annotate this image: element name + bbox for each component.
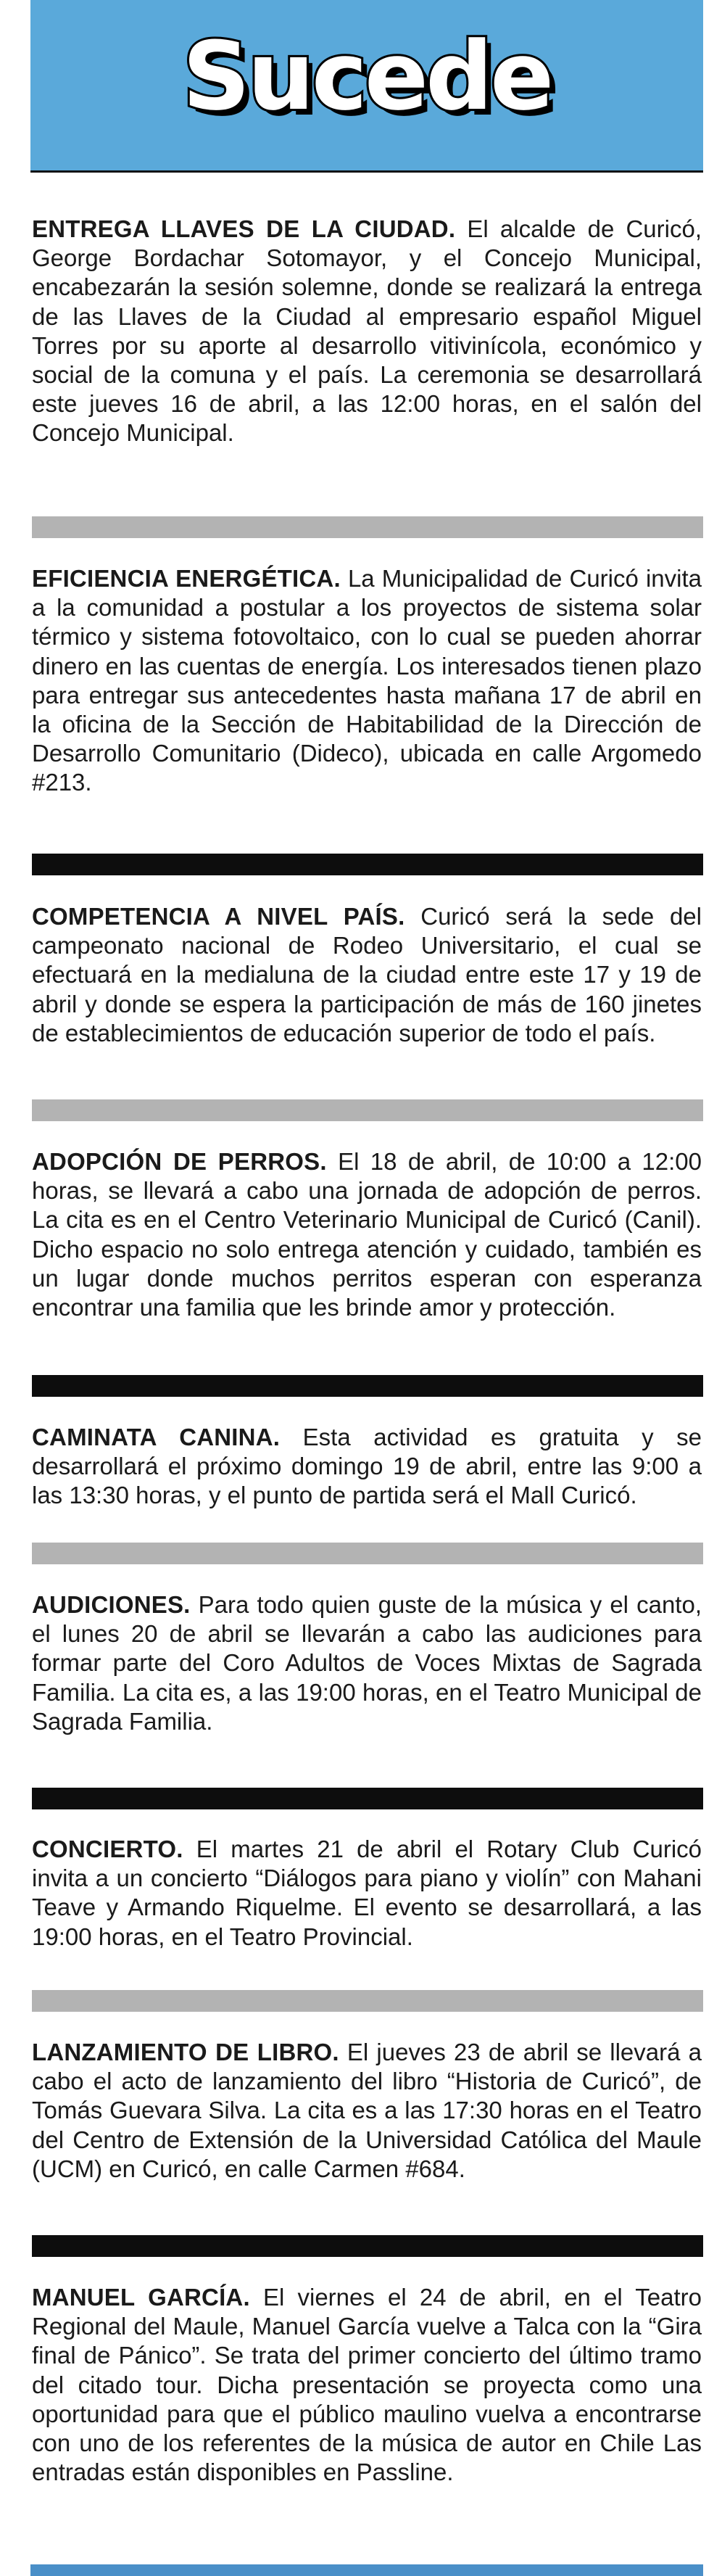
news-headline: CAMINATA CANINA. — [32, 1424, 281, 1450]
news-headline: COMPETENCIA A NIVEL PAÍS. — [32, 903, 405, 930]
news-item — [32, 1590, 702, 1736]
separator-black — [32, 854, 703, 875]
news-item — [32, 564, 702, 798]
news-body: El viernes el 24 de abril, en el Teatro Regional del Maule, Manuel García vuelve a Talca con la “Gira final de Pánico”. Se trata del primer concierto del último tramo del citado tour. Dicha presentación se proyecta como una oportunidad para que el público maulino vuelva a encontrarse con uno de los referentes de la música de autor en Chile Las entradas están disponibles en Passline. — [32, 2284, 702, 2486]
separator-gray — [32, 1543, 703, 1564]
news-body: Para todo quien guste de la música y el canto, el lunes 20 de abril se llevarán a cabo las audiciones para formar parte del Coro Adultos de Voces Mixtas de Sagrada Familia. La cita es, a las 19:00 horas, en el Teatro Municipal de Sagrada Familia. — [32, 1591, 702, 1735]
news-headline: MANUEL GARCÍA. — [32, 2284, 250, 2311]
news-headline: EFICIENCIA ENERGÉTICA. — [32, 565, 341, 592]
news-body: Curicó será la sede del campeonato nacional de Rodeo Universitario, el cual se efectuará en la medialuna de la ciudad entre este 17 y 19 de abril y donde se espera la participación de más de 160 jinetes de establecimientos de educación superior de todo el país. — [32, 903, 702, 1046]
news-body: La Municipalidad de Curicó invita a la comunidad a postular a los proyectos de sistema solar térmico y sistema fotovoltaico, con lo cual se pueden ahorrar dinero en las cuentas de energía. Los interesados tienen plazo para entregar sus antecedentes hasta mañana 17 de abril en la oficina de la Sección de Habitabilidad de la Dirección de Desarrollo Comunitario (Dideco), ubicada en calle Argomedo #213. — [32, 565, 702, 796]
news-headline: AUDICIONES. — [32, 1591, 191, 1618]
section-header — [30, 0, 703, 173]
news-headline: ADOPCIÓN DE PERROS. — [32, 1148, 327, 1175]
news-body: El jueves 23 de abril se llevará a cabo el acto de lanzamiento del libro “Historia de Curicó”, de Tomás Guevara Silva. La cita es a las 17:30 horas en el Teatro del Centro de Extensión de la Universidad Católica del Maule (UCM) en Curicó, en calle Carmen #684. — [32, 2039, 702, 2182]
separator-gray — [32, 516, 703, 538]
news-headline: ENTREGA LLAVES DE LA CIUDAD. — [32, 215, 456, 242]
news-item — [32, 1835, 702, 1952]
news-body: El martes 21 de abril el Rotary Club Curicó invita a un concierto “Diálogos para piano y violín” con Mahani Teave y Armando Riquelme. El evento se desarrollará, a las 19:00 horas, en el Teatro Provincial. — [32, 1836, 702, 1950]
news-item — [32, 1147, 702, 1322]
news-item — [32, 902, 702, 1048]
news-item — [32, 2283, 702, 2487]
news-body: Esta actividad es gratuita y se desarrollará el próximo domingo 19 de abril, entre las 9:00 a las 13:30 horas, y el punto de partida será el Mall Curicó. — [32, 1424, 702, 1509]
separator-black — [32, 1788, 703, 1809]
separator-black — [32, 2235, 703, 2257]
section-title: Sucede — [182, 21, 552, 131]
separator-black — [32, 1375, 703, 1397]
footer-bar — [30, 2564, 703, 2576]
news-item — [32, 215, 702, 448]
separator-gray — [32, 1099, 703, 1121]
separator-gray — [32, 1990, 703, 2012]
news-headline: LANZAMIENTO DE LIBRO. — [32, 2039, 339, 2065]
news-item — [32, 2038, 702, 2184]
news-body: El alcalde de Curicó, George Bordachar Sotomayor, y el Concejo Municipal, encabezarán la sesión solemne, donde se realizará la entrega de las Llaves de la Ciudad al empresario español Miguel Torres por su aporte al desarrollo vitivinícola, económico y social de la comuna y el país. La ceremonia se desarrollará este jueves 16 de abril, a las 12:00 horas, en el salón del Concejo Municipal. — [32, 215, 702, 447]
news-body: El 18 de abril, de 10:00 a 12:00 horas, se llevará a cabo una jornada de adopción de perros. La cita es en el Centro Veterinario Municipal de Curicó (Canil). Dicho espacio no solo entrega atención y cuidado, también es un lugar donde muchos perritos esperan con esperanza encontrar una familia que les brinde amor y protección. — [32, 1148, 702, 1321]
news-item — [32, 1423, 702, 1511]
news-headline: CONCIERTO. — [32, 1836, 183, 1862]
